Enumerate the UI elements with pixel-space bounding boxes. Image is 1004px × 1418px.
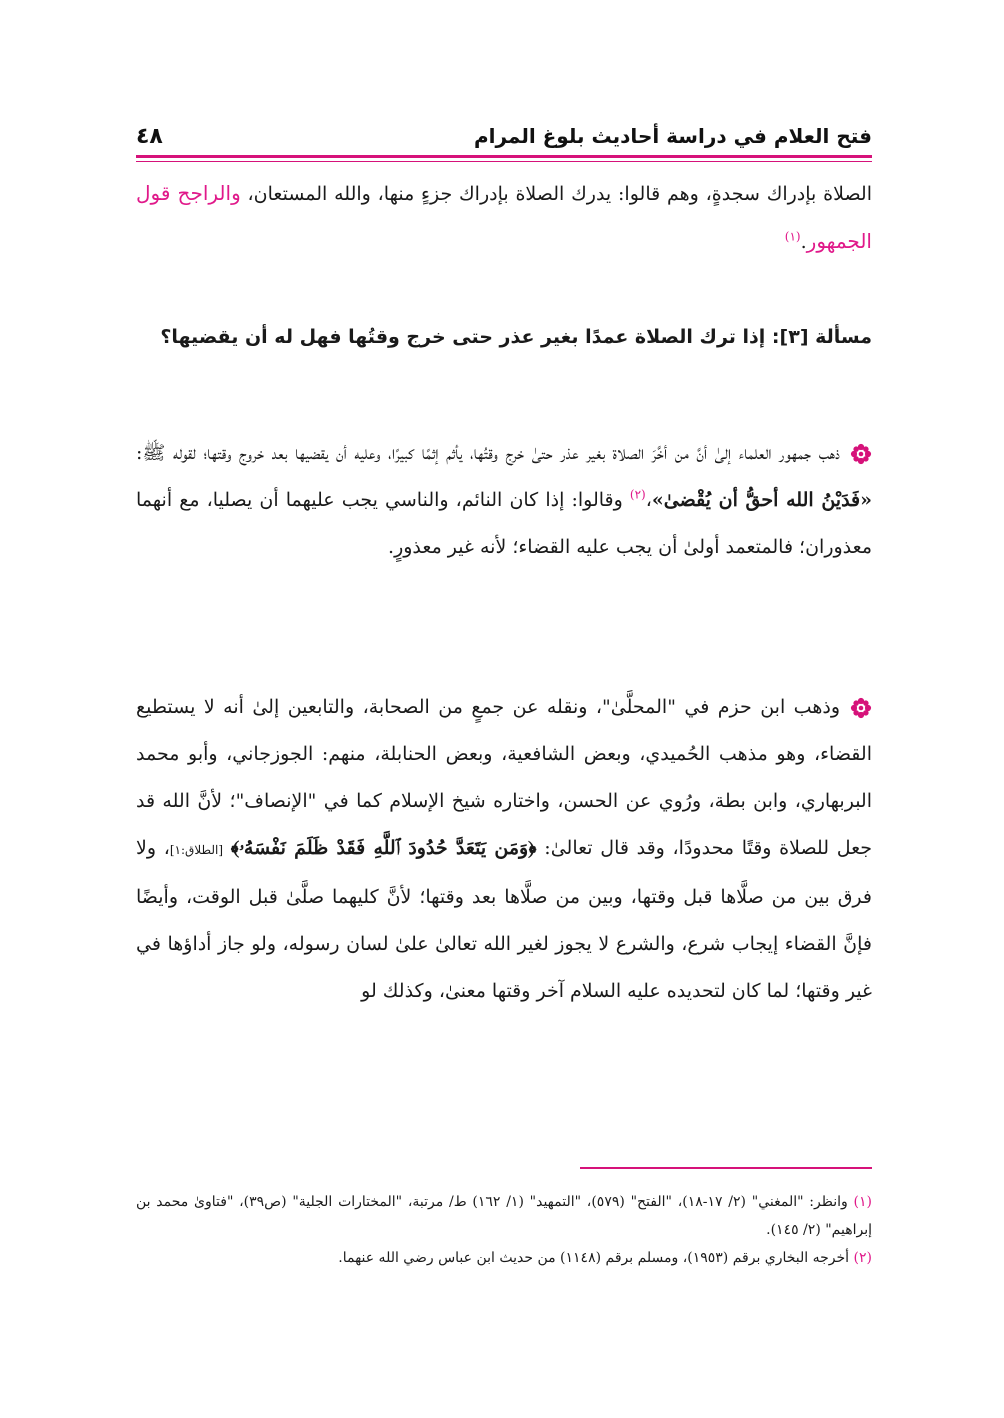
footnote-separator [580, 1167, 872, 1169]
footnote-2-number: (٢) [853, 1250, 872, 1266]
footnote-ref-2[interactable]: (٢) [629, 487, 646, 502]
header-rule-thin [136, 161, 872, 162]
paragraph-1-end: . [800, 231, 807, 253]
footnote-1 [136, 1188, 872, 1244]
page-number: ٤٨ [136, 123, 163, 149]
hadith-quote: «فَدَيْنُ الله أحقُّ أن يُقْضىٰ» [651, 489, 873, 511]
paragraph-3 [136, 684, 872, 1015]
footnote-2-text: أخرجه البخاري برقم (١٩٥٣)، ومسلم برقم (١١٤٨) من حديث ابن عباس رضي الله عنهما. [338, 1250, 854, 1266]
quran-verse: ﴿وَمَن يَتَعَدَّ حُدُودَ ٱللَّهِ فَقَدْ ظَلَمَ نَفْسَهُۥ﴾ [230, 837, 537, 859]
footnote-2 [136, 1244, 872, 1272]
header-rule [136, 155, 872, 158]
paragraph-2-text: ذهب جمهور العلماء إلىٰ أنَّ من أخَّرَ الصلاة بغير عذر حتىٰ خرج وقتُها، يأثم إثمًا كبيرًا، وعليه أن يقضيها بعد خروج وقتها؛ لقوله ﷺ: [136, 442, 840, 464]
issue-heading: مسألة [٣]: إذا ترك الصلاة عمدًا بغير عذر حتى خرج وقتُها فهل له أن يقضيها؟ [160, 326, 872, 348]
flower-ornament-icon [850, 443, 872, 465]
flower-ornament-icon [850, 697, 872, 719]
page-header [136, 118, 872, 154]
footnotes [136, 1188, 872, 1272]
paragraph-3-rest: ، ولا فرق بين من صلَّاها قبل وقتها، وبين من صلَّاها بعد وقتها؛ لأنَّ كليهما صلَّىٰ قبل الوقت، وأيضًا فإنَّ القضاء إيجاب شرع، والشرع لا يجوز لغير الله تعالىٰ علىٰ لسان رسوله، ولو جاز أداؤها في غير وقتها؛ لما كان لتحديده عليه السلام آخر وقتها معنىٰ، وكذلك لو [136, 837, 872, 1002]
highlight-conclusion: والراجح قول الجمهور [136, 181, 872, 253]
verse-reference: [الطلاق:١] [169, 843, 224, 857]
footnote-ref-1[interactable]: (١) [784, 229, 801, 244]
paragraph-2-comma: ، [645, 489, 652, 511]
paragraph-2-rest: وقالوا: إذا كان النائم، والناسي يجب عليهما أن يصليا، مع أنهما معذوران؛ فالمتعمد أولىٰ أن يجب عليه القضاء؛ لأنه غير معذورٍ. [136, 489, 872, 558]
paragraph-2 [136, 430, 872, 571]
footnote-1-number: (١) [853, 1194, 872, 1210]
paragraph-1 [136, 170, 872, 266]
paragraph-3-text: وذهب ابن حزم في "المحلَّىٰ"، ونقله عن جمعٍ من الصحابة، والتابعين إلىٰ أنه لا يستطيع القضاء، وهو مذهب الحُميدي، وبعض الشافعية، وبعض الحنابلة، منهم: الجوزجاني، وأبو محمد البربهاري، وابن بطة، ورُوي عن الحسن، واختاره شيخ الإسلام كما في "الإنصاف"؛ لأنَّ الله قد جعل للصلاة وقتًا محدودًا، وقد قال تعالىٰ: [136, 696, 873, 859]
paragraph-1-text: الصلاة بإدراك سجدةٍ، وهم قالوا: يدرك الصلاة بإدراك جزءٍ منها، والله المستعان، [240, 183, 872, 205]
footnote-1-text: وانظر: "المغني" (٢/ ١٧-١٨)، "الفتح" (٥٧٩)، "التمهيد" (١/ ١٦٢) ط/ مرتبة، "المختارات الجلية" (ص٣٩)، "فتاوىٰ محمد بن إبراهيم" (٢/ ١٤٥). [136, 1194, 872, 1238]
book-title: فتح العلام في دراسة أحاديث بلوغ المرام [473, 124, 872, 148]
